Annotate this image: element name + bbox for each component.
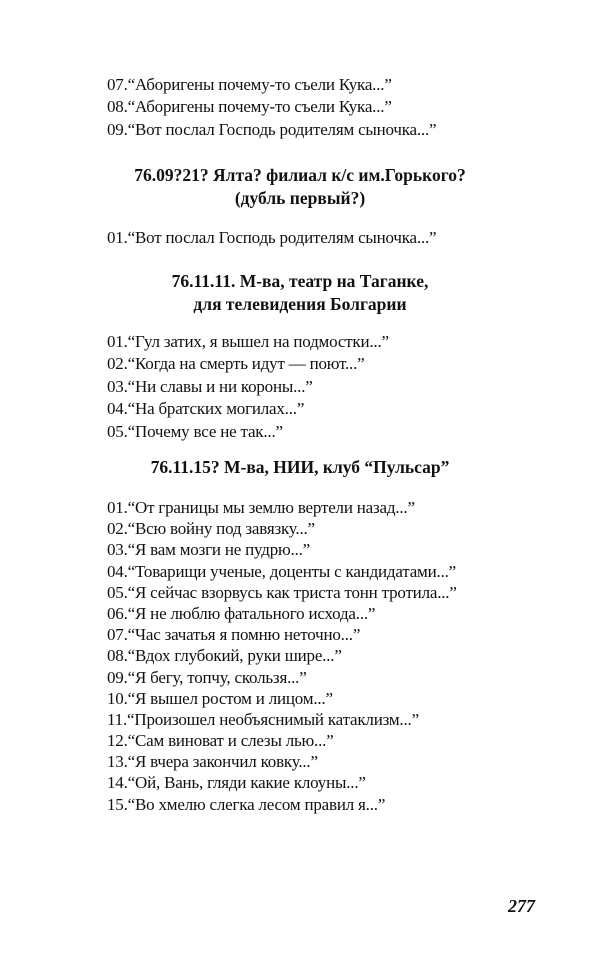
heading-line: 76.09?21? Ялта? филиал к/с им.Горького? (134, 165, 466, 185)
list-item: 04.“Товарищи ученые, доценты с кандидатами...” (107, 561, 457, 581)
list-item: 09.“Я бегу, топчу, скользя...” (107, 667, 307, 687)
list-item: 01.“Гул затих, я вышел на подмостки...” (107, 332, 389, 351)
page-number: 277 (508, 896, 535, 916)
list-item: 07.“Час зачатья я помню неточно...” (107, 625, 361, 645)
list-item: 10.“Я вышел ростом и лицом...” (107, 688, 333, 708)
list-item: 09.“Вот послал Господь родителям сыночка...” (107, 119, 437, 139)
song-list-continued (107, 74, 547, 141)
section-heading-pulsar (60, 456, 540, 479)
list-item: 05.“Почему все не так...” (107, 421, 283, 441)
list-item: 07.“Аборигены почему-то съели Кука...” (107, 75, 392, 94)
heading-line: 76.11.15? М-ва, НИИ, клуб “Пульсар” (150, 457, 450, 477)
song-list-yalta (107, 227, 547, 249)
song-list-taganka (107, 331, 547, 443)
list-item: 08.“Вдох глубокий, руки шире...” (107, 646, 342, 666)
list-item: 02.“Всю войну под завязку...” (107, 519, 315, 539)
section-heading-taganka (60, 270, 540, 316)
heading-line: для телевидения Болгарии (193, 294, 407, 314)
heading-line: 76.11.11. М-ва, театр на Таганке, (171, 271, 429, 291)
section-heading-yalta (60, 164, 540, 210)
list-item: 14.“Ой, Вань, гляди какие клоуны...” (107, 773, 366, 793)
list-item: 11.“Произошел необъяснимый катаклизм...” (107, 709, 419, 729)
song-list-pulsar (107, 497, 547, 815)
list-item: 15.“Во хмелю слегка лесом правил я...” (107, 794, 386, 814)
list-item: 04.“На братских могилах...” (107, 399, 305, 419)
heading-line: (дубль первый?) (234, 188, 366, 208)
list-item: 13.“Я вчера закончил ковку...” (107, 752, 318, 772)
list-item: 01.“Вот послал Господь родителям сыночка...” (107, 228, 437, 247)
list-item: 06.“Я не люблю фатального исхода...” (107, 603, 376, 623)
list-item: 05.“Я сейчас взорвусь как триста тонн тротила...” (107, 582, 457, 602)
list-item: 08.“Аборигены почему-то съели Кука...” (107, 97, 392, 117)
list-item: 03.“Я вам мозги не пудрю...” (107, 540, 310, 560)
list-item: 12.“Сам виноват и слезы лью...” (107, 731, 334, 751)
list-item: 02.“Когда на смерть идут — поют...” (107, 354, 365, 374)
list-item: 01.“От границы мы землю вертели назад...” (107, 498, 415, 517)
list-item: 03.“Ни славы и ни короны...” (107, 376, 313, 396)
